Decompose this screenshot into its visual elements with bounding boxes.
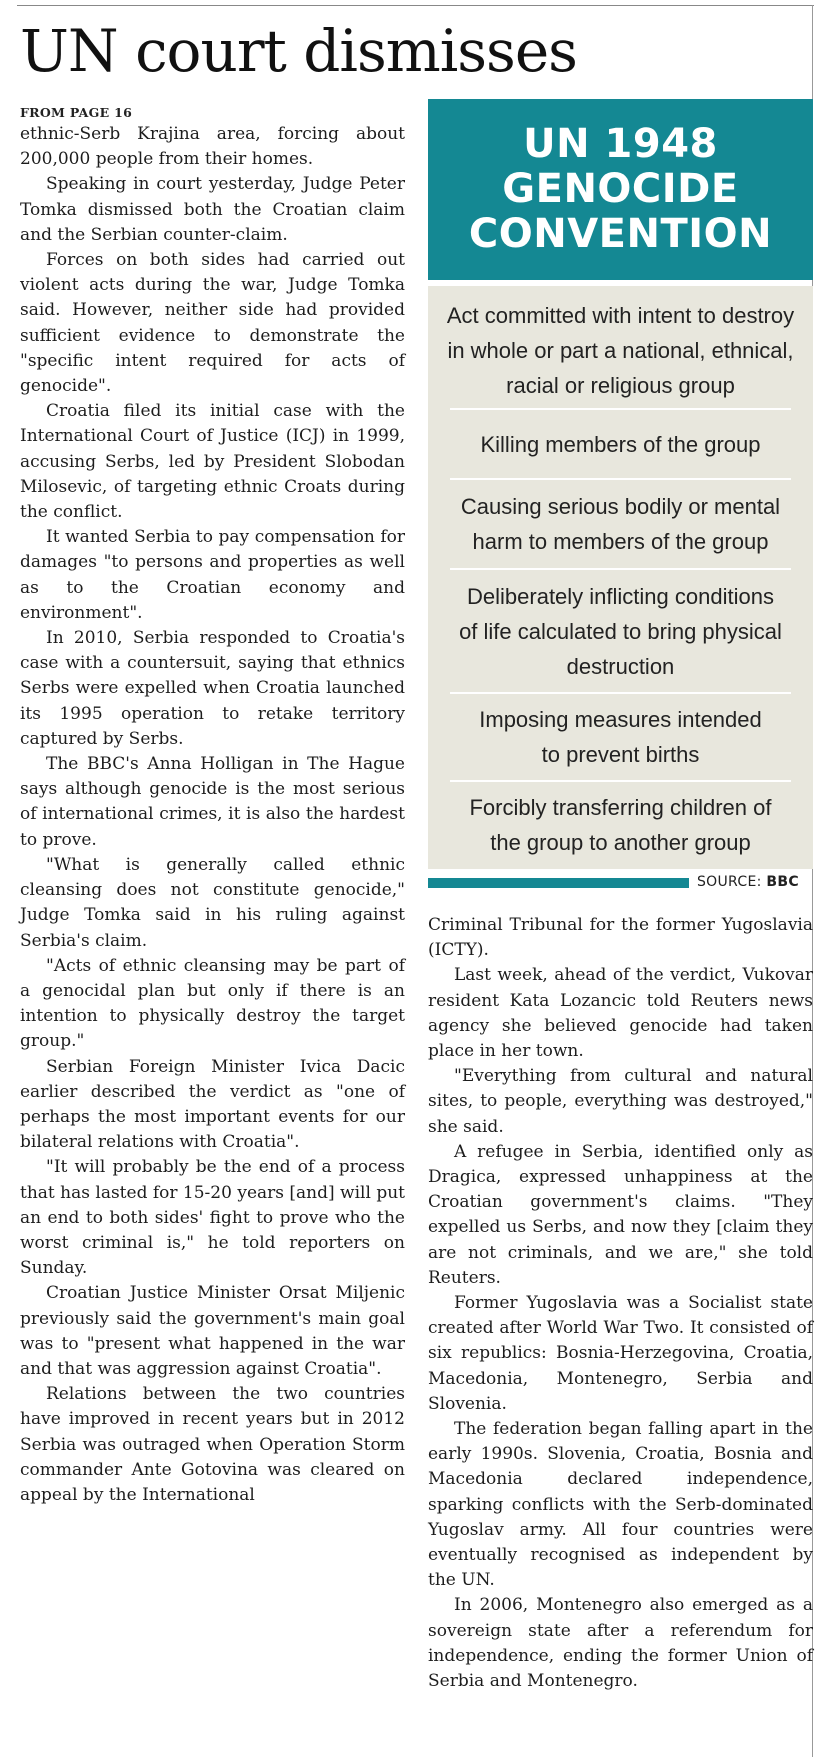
factbox-item-line: in whole or part a national, ethnical,: [447, 337, 794, 363]
paragraph: Last week, ahead of the verdict, Vukovar resident Kata Lozancic told Reuters news agency she believed genocide had taken place in her town.: [428, 965, 813, 1062]
paragraph: Serbian Foreign Minister Ivica Dacic earlier described the verdict as "one of perhaps the most important events for our bilateral relations with Croatia".: [20, 1056, 405, 1153]
factbox-body: [428, 286, 813, 869]
factbox-item-line: Forcibly transferring children of: [469, 795, 772, 820]
paragraph: Forces on both sides had carried out violent acts during the war, Judge Tomka said. However, neither side had provided sufficient evidence to demonstrate the "specific intent required for acts of genocide".: [20, 250, 405, 397]
source-label: SOURCE:: [697, 874, 762, 890]
headline: UN court dismisses: [20, 17, 577, 85]
paragraph: The federation began falling apart in the early 1990s. Slovenia, Croatia, Bosnia and Macedonia declared independence, sparking conflicts with the Serb-dominated Yugoslav army. All four countries were eventually recognised as independent by the UN.: [428, 1419, 813, 1591]
factbox-item-line: Causing serious bodily or mental: [460, 494, 781, 519]
paragraph: "What is generally called ethnic cleansing does not constitute genocide," Judge Tomka said in his ruling against Serbia's claim.: [20, 854, 405, 951]
factbox-item-line: Killing members of the group: [480, 431, 761, 457]
paragraph: "It will probably be the end of a process that has lasted for 15-20 years [and] will put an end to both sides' fight to prove who the worst criminal is," he told reporters on Sunday.: [20, 1157, 405, 1279]
factbox-item-line: harm to members of the group: [472, 529, 769, 554]
paragraph: In 2010, Serbia responded to Croatia's case with a countersuit, saying that ethnics Serbs were expelled when Croatia launched its 1995 operation to retake territory captured by Serbs.: [20, 628, 405, 749]
factbox-divider: [450, 568, 791, 570]
paragraph: "Acts of ethnic cleansing may be part of a genocidal plan but only if there is an intention to physically destroy the target group.": [20, 955, 405, 1052]
factbox-item: [438, 484, 803, 564]
source-bar: [428, 878, 689, 888]
factbox-item: [438, 414, 803, 474]
paragraph: Criminal Tribunal for the former Yugoslavia (ICTY).: [428, 915, 813, 961]
factbox-item: [438, 574, 803, 688]
paragraph: It wanted Serbia to pay compensation for damages "to persons and properties as well as to the Croatian economy and environment".: [20, 527, 405, 623]
factbox-item-line: destruction: [566, 653, 675, 679]
paragraph: Relations between the two countries have improved in recent years but in 2012 Serbia was outraged when Operation Storm commander Ante Gotovina was cleared on appeal by the International: [20, 1384, 405, 1505]
factbox-title-line: GENOCIDE: [502, 166, 739, 212]
paragraph: A refugee in Serbia, identified only as Dragica, expressed unhappiness at the Croatian government's claims. "They expelled us Serbs, and now they [claim they are not criminals, and we are," she told Reuters.: [428, 1141, 813, 1288]
article-column-left: [20, 122, 405, 1508]
factbox-item: [438, 698, 803, 776]
paragraph: The BBC's Anna Holligan in The Hague says although genocide is the most serious of international crimes, it is also the hardest to prove.: [20, 754, 405, 850]
factbox-divider: [450, 408, 791, 410]
factbox-divider: [450, 478, 791, 480]
factbox-item-line: Act committed with intent to destroy: [446, 302, 795, 328]
factbox-title: [428, 99, 813, 280]
factbox-title-line: CONVENTION: [468, 211, 773, 257]
factbox-item: [438, 296, 803, 404]
source-credit: [697, 874, 799, 890]
source-name: BBC: [766, 874, 799, 890]
factbox-item-line: Imposing measures intended: [479, 707, 762, 732]
factbox-item-line: to prevent births: [541, 742, 700, 767]
factbox-item: [438, 786, 803, 864]
paragraph: "Everything from cultural and natural sites, to people, everything was destroyed," she said.: [428, 1066, 813, 1137]
factbox-item-line: racial or religious group: [506, 372, 735, 398]
paragraph: Speaking in court yesterday, Judge Peter Tomka dismissed both the Croatian claim and the Serbian counter-claim.: [20, 174, 405, 245]
kicker: FROM PAGE 16: [20, 105, 133, 120]
factbox-title-line: UN 1948: [523, 121, 718, 167]
paragraph: Croatia filed its initial case with the International Court of Justice (ICJ) in 1999, accusing Serbs, led by President Slobodan Milosevic, of targeting ethnic Croats during the conflict.: [20, 401, 405, 523]
paragraph: In 2006, Montenegro also emerged as a sovereign state after a referendum for independence, ending the former Union of Serbia and Montenegro.: [428, 1595, 813, 1692]
top-rule: [17, 5, 814, 6]
article-column-right: [428, 913, 813, 1694]
paragraph: ethnic-Serb Krajina area, forcing about 200,000 people from their homes.: [20, 124, 405, 170]
factbox-item-line: the group to another group: [490, 830, 751, 855]
factbox-item-line: of life calculated to bring physical: [459, 618, 782, 644]
factbox-divider: [450, 780, 791, 782]
factbox-divider: [450, 692, 791, 694]
paragraph: Croatian Justice Minister Orsat Miljenic previously said the government's main goal was to "present what happened in the war and that was aggression against Croatia".: [20, 1283, 405, 1379]
paragraph: Former Yugoslavia was a Socialist state created after World War Two. It consisted of six republics: Bosnia-Herzegovina, Croatia, Macedonia, Montenegro, Serbia and Slovenia.: [428, 1293, 813, 1414]
factbox-item-line: Deliberately inflicting conditions: [467, 583, 774, 609]
